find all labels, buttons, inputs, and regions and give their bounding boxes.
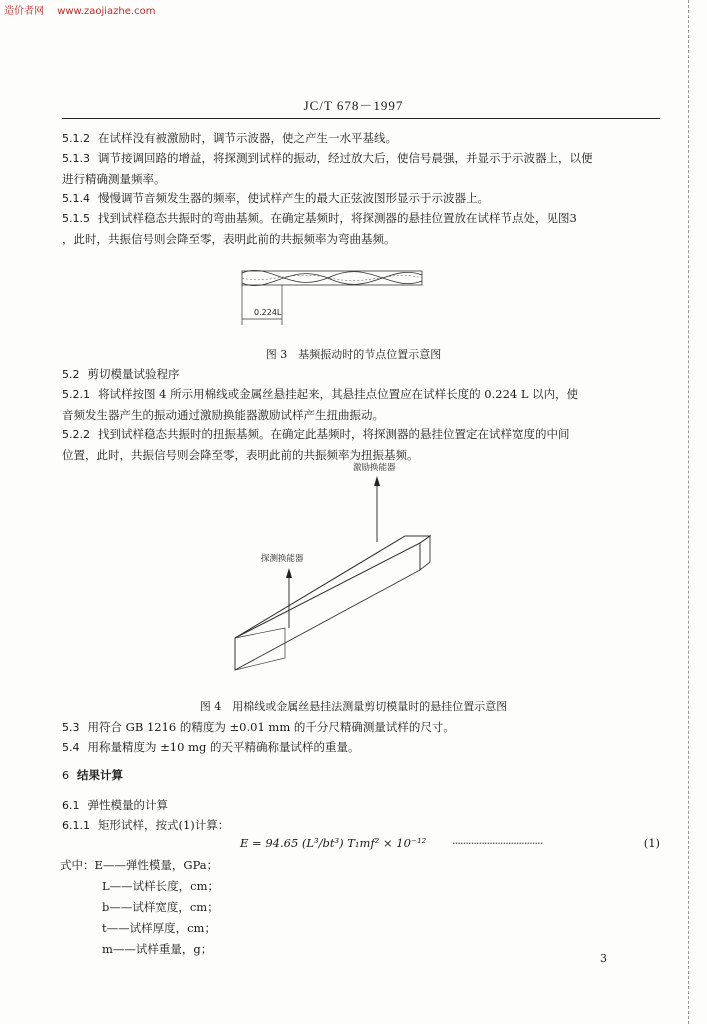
watermark-site: 造价者网 [4,6,44,17]
variable-def: b——试样宽度，cm； [102,900,219,914]
formula-expression: E = 94.65 (L³/bt³) T₁mf² × 10⁻¹² [240,836,427,850]
variable-def: m——试样重量，g； [102,942,213,956]
clause-text: 用符合 GB 1216 的精度为 ±0.01 mm 的千分尺精确测量试样的尺寸。 [87,720,455,734]
clause-number: 5.1.2 [62,132,90,145]
detector-transducer-label: 探测换能器 [261,554,304,564]
clause-text-cont: 位置，此时，共振信号则会降至零，表明此前的共振频率为扭振基频。 [62,448,419,462]
section-number: 5.2 [62,368,80,381]
clause-text-cont: ，此时，共振信号则会降至零，表明此前的共振频率为弯曲基频。 [62,232,396,246]
variable-def: 式中：E——弹性模量，GPa； [60,858,219,872]
clause-number: 5.1.3 [62,152,90,165]
watermark-url[interactable]: www.zaojiazhe.com [57,6,156,17]
paragraph-5-1-5 [62,208,662,249]
variable-def: t——试样厚度，cm； [102,921,216,935]
paragraph-6-1-1 [62,815,662,836]
clause-text: 在试样没有被激励时，调节示波器，使之产生一水平基线。 [98,131,397,145]
clause-text: 找到试样稳态共振时的扭振基频。在确定此基频时，将探测器的悬挂位置定在试样宽度的中间 [98,427,570,441]
clause-number: 5.1.5 [62,212,90,225]
clause-text: 慢慢调节音频发生器的频率，使试样产生的最大正弦波图形显示于示波器上。 [98,191,489,205]
figure-3-dimension-label: 0.224L [254,308,282,317]
section-title: 剪切模量试验程序 [87,367,180,381]
section-title: 弹性模量的计算 [87,798,168,812]
variable-def: L——试样长度，cm； [102,879,219,893]
figure-3-diagram [230,255,430,330]
paragraph-5-1-2 [62,128,662,149]
variable-list [60,855,480,960]
section-6-1-heading [62,795,662,816]
section-number: 6.1 [62,799,80,812]
clause-number: 5.1.4 [62,192,90,205]
exciter-transducer-label: 激励换能器 [353,463,396,473]
header-rule [62,118,660,119]
page-header: JC/T 678－1997 [303,98,404,113]
clause-number: 5.3 [62,721,80,734]
paragraph-5-3 [62,717,662,738]
paragraph-5-2-1 [62,384,662,425]
page-number: 3 [600,952,607,965]
section-title: 结果计算 [77,768,123,782]
clause-text: 调节接调回路的增益，将探测到试样的振动，经过放大后，使信号晨强，并显示于示波器上，以便 [98,151,593,165]
page-edge [687,0,689,1024]
clause-text: 矩形试样，按式(1)计算： [98,818,230,832]
figure-3-caption: 图 3 基频振动时的节点位置示意图 [265,348,442,361]
formula-leader-dots: ·································· [452,836,543,850]
clause-number: 6.1.1 [62,819,90,832]
paragraph-5-1-3 [62,148,662,189]
paragraph-5-4 [62,737,662,758]
clause-text-cont: 进行精确测量频率。 [62,172,166,186]
section-number: 6 [62,769,69,782]
section-6-heading [62,765,662,786]
paragraph-5-1-4 [62,188,662,209]
clause-text: 找到试样稳态共振时的弯曲基频。在确定基频时，将探测器的悬挂位置放在试样节点处，见图3 [98,211,577,225]
clause-number: 5.2.1 [62,388,90,401]
formula-number: (1) [643,836,660,850]
section-5-2-heading [62,364,662,385]
figure-4-caption: 图 4 用棉线或金属丝悬挂法测量剪切模量时的悬挂位置示意图 [199,700,508,713]
clause-text: 将试样按图 4 所示用棉线或金属丝悬挂起来，其悬挂点位置应在试样长度的 0.224 L 以内，使 [98,387,579,401]
clause-number: 5.4 [62,741,80,754]
figure-4-diagram [225,458,455,690]
clause-number: 5.2.2 [62,428,90,441]
clause-text: 用称量精度为 ±10 mg 的天平精确称量试样的重量。 [87,740,360,754]
clause-text-cont: 音频发生器产生的振动通过激励换能器激励试样产生扭曲振动。 [62,408,384,422]
watermark [4,2,155,17]
